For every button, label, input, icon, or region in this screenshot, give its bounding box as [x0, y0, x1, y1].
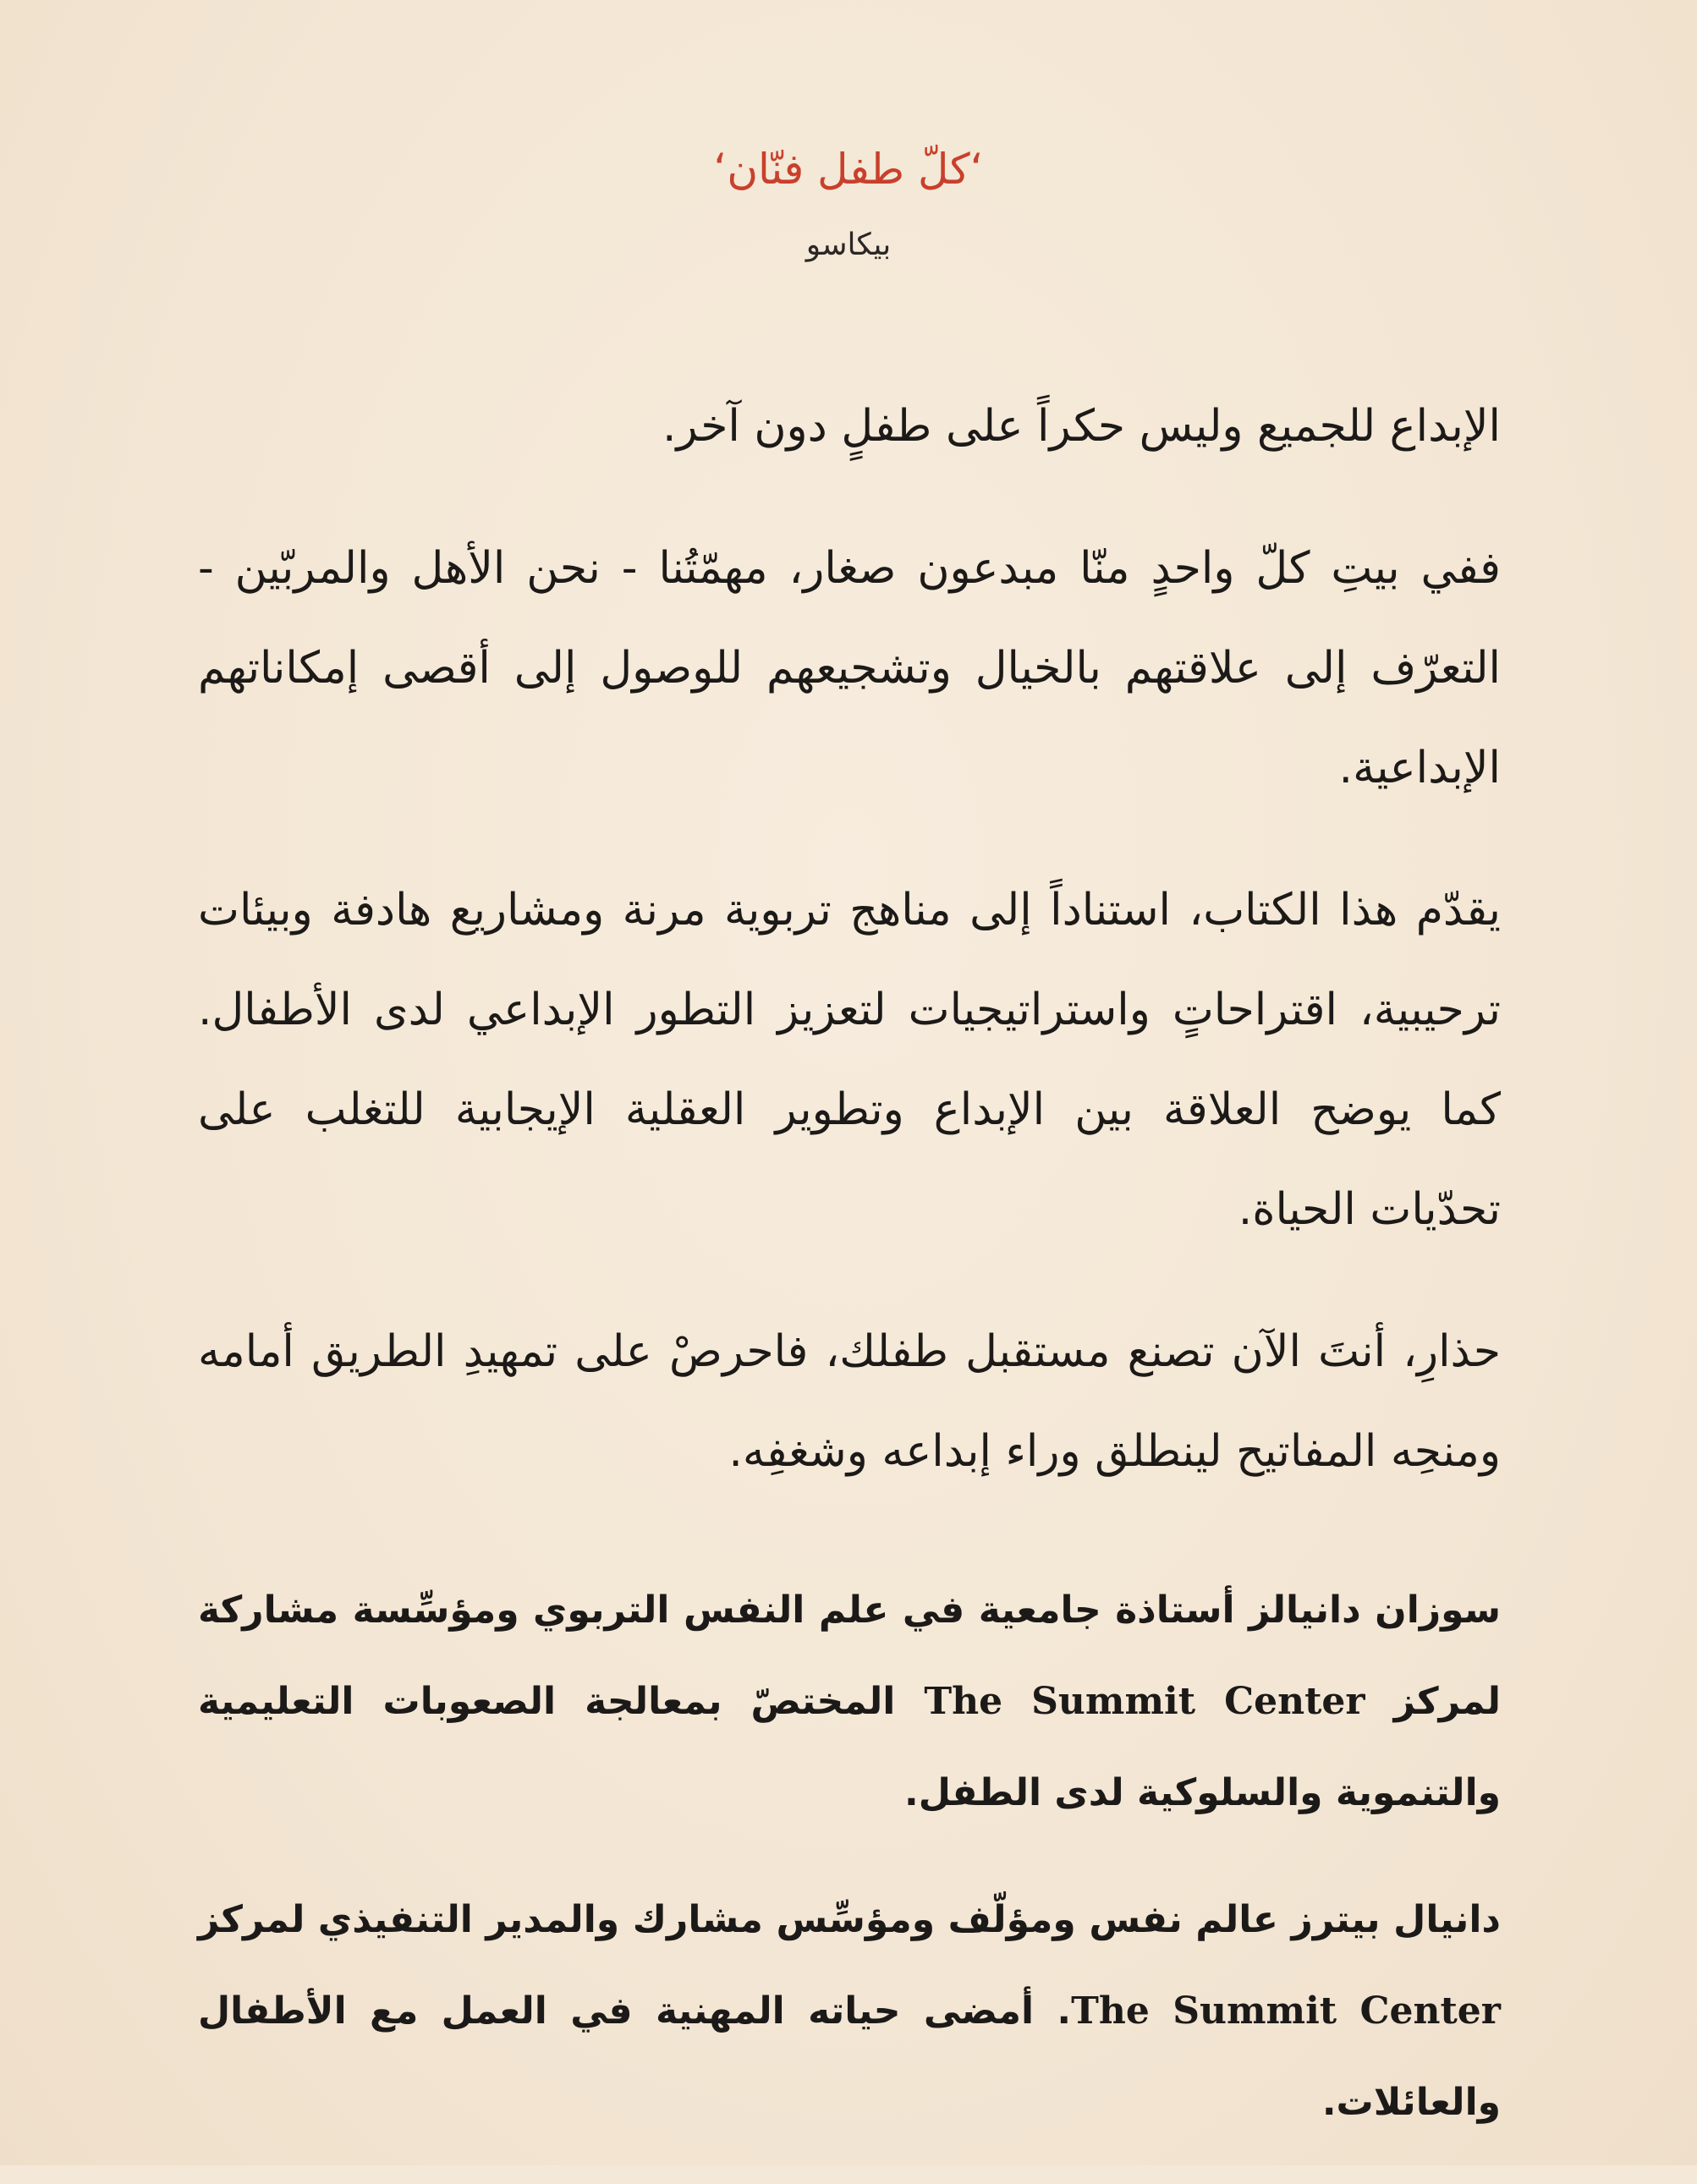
- center-name: The Summit Center: [924, 1680, 1365, 1723]
- epigraph: [0, 135, 1697, 271]
- author-bios: [198, 1565, 1501, 2184]
- epigraph-quote: ‘كلّ طفل فنّان‘: [713, 145, 984, 194]
- blurb-paragraph: ففي بيتِ كلّ واحدٍ منّا مبدعون صغار، مهمّتُنا - نحن الأهل والمربّين - التعرّف إلى علاقتهم بالخيال وتشجيعهم للوصول إلى أقصى إمكاناتهم الإبداعية.: [198, 543, 1501, 793]
- blurb-paragraph: يقدّم هذا الكتاب، استناداً إلى مناهج تربوية مرنة ومشاريع هادفة وبيئات ترحيبية، اقتراحاتٍ واستراتيجيات لتعزيز التطور الإبداعي لدى الأطفال. كما يوضح العلاقة بين الإبداع وتطوير العقلية الإيجابية للتغلب على تحدّيات الحياة.: [198, 885, 1501, 1235]
- bio-text: دانيال بيترز عالم نفس ومؤلّف ومؤسِّس مشارك والمدير التنفيذي لمركز: [198, 1898, 1501, 1941]
- center-name: The Summit Center: [1071, 1989, 1501, 2033]
- bio-text: سوزان دانيالز أستاذة جامعية في علم النفس التربوي ومؤسِّسة مشاركة لمركز: [198, 1589, 1501, 1723]
- author-bio-daniel: [198, 1874, 1501, 2148]
- author-bio-susan: [198, 1565, 1501, 1839]
- bio-text: المختصّ بمعالجة الصعوبات التعليمية والتنموية والسلوكية لدى الطفل.: [198, 1680, 1501, 1814]
- bio-text: . أمضى حياته المهنية في العمل مع الأطفال والعائلات.: [198, 1989, 1501, 2124]
- epigraph-attribution: بيكاسو: [805, 228, 892, 262]
- blurb-paragraph: الإبداع للجميع وليس حكراً على طفلٍ دون آخر.: [662, 401, 1501, 452]
- blurb-paragraph: حذارِ، أنتَ الآن تصنع مستقبل طفلك، فاحرصْ على تمهيدِ الطريق أمامه ومنحِه المفاتيح لينطلق وراء إبداعه وشغفِه.: [198, 1326, 1501, 1477]
- blurb-text: [198, 376, 1501, 1544]
